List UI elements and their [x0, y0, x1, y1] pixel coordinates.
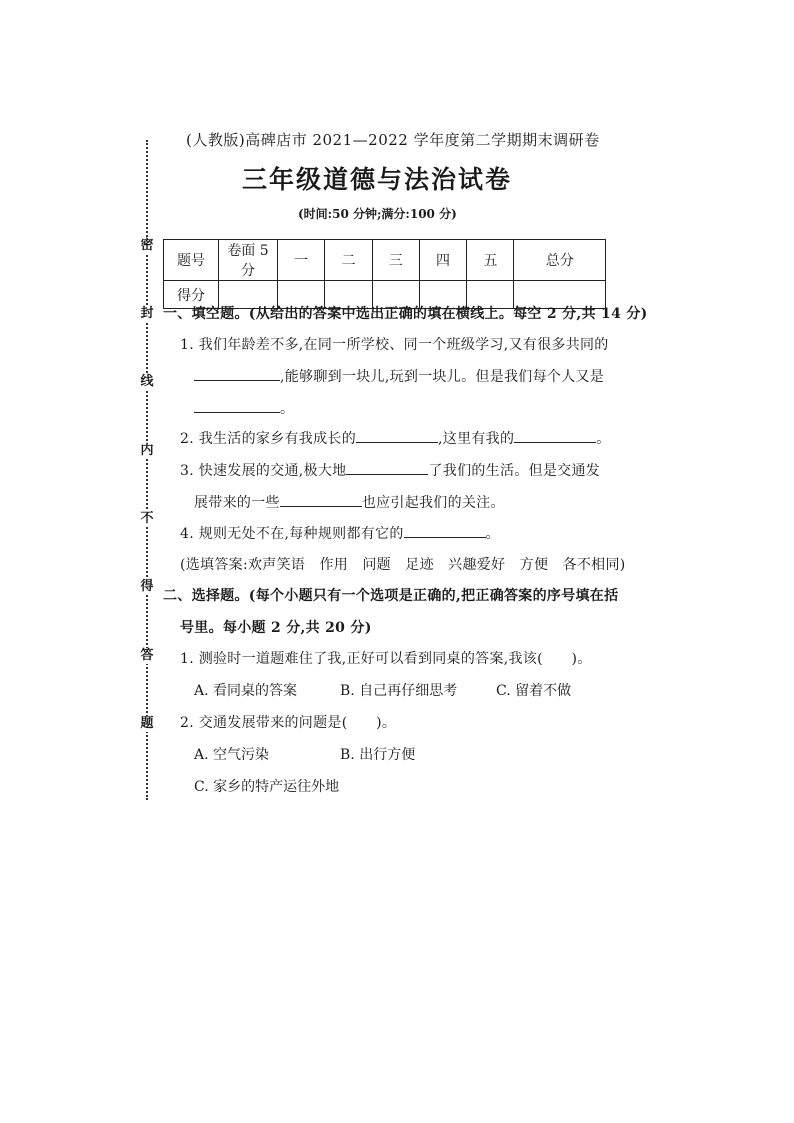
- q2-line: 2. 我生活的家乡有我成长的 ,这里有我的 。: [180, 428, 611, 448]
- section2-title-line1: 二、选择题。(每个小题只有一个选项是正确的,把正确答案的序号填在括: [163, 588, 619, 604]
- score-header-cell: 四: [419, 240, 466, 281]
- exam-title: 三年级道德与法治试卷: [242, 165, 513, 194]
- q4-line: 4. 规则无处不在,每种规则都有它的 。: [180, 523, 500, 543]
- score-header-cell: 二: [325, 240, 372, 281]
- q1-line3: 。: [194, 398, 294, 418]
- section2-title-line2: 号里。每小题 2 分,共 20 分): [180, 620, 372, 636]
- q3-line2: 展带来的一些 也应引起我们的关注。: [194, 492, 505, 512]
- choice-q1: 1. 测验时一道题难住了我,正好可以看到同桌的答案,我该( )。: [180, 651, 592, 667]
- answer-blank[interactable]: [194, 366, 280, 381]
- answer-blank[interactable]: [404, 523, 486, 538]
- exam-subtitle: (人教版)高碑店市 2021—2022 学年度第二学期期末调研卷: [186, 131, 600, 149]
- score-header-cell: 三: [372, 240, 419, 281]
- score-header-cell: 一: [278, 240, 325, 281]
- binding-char: 不: [138, 511, 156, 527]
- choice-q1-option-b[interactable]: B. 自己再仔细思考: [340, 683, 458, 699]
- choice-q2: 2. 交通发展带来的问题是( )。: [180, 715, 397, 731]
- answer-blank[interactable]: [346, 460, 428, 475]
- choice-q2-option-a[interactable]: A. 空气污染: [194, 747, 270, 763]
- choice-q2-option-b[interactable]: B. 出行方便: [340, 747, 416, 763]
- score-table-header-row: [164, 240, 606, 281]
- exam-meta: (时间:50 分钟;满分:100 分): [298, 207, 457, 221]
- score-row-label: 得分: [164, 281, 219, 309]
- score-header-cell: 卷面 5 分: [219, 240, 278, 281]
- choice-q2-option-c[interactable]: C. 家乡的特产运往外地: [194, 779, 340, 795]
- q3-line1: 3. 快速发展的交通,极大地 了我们的生活。但是交通发: [180, 460, 600, 480]
- answer-blank[interactable]: [194, 398, 280, 413]
- score-header-cell: 总分: [514, 240, 606, 281]
- choice-q1-option-a[interactable]: A. 看同桌的答案: [194, 683, 298, 699]
- binding-char: 题: [138, 716, 156, 732]
- choice-q1-option-c[interactable]: C. 留着不做: [496, 683, 572, 699]
- q1-line2: ,能够聊到一块儿,玩到一块儿。但是我们每个人又是: [194, 366, 604, 386]
- q1-line1: 1. 我们年龄差不多,在同一所学校、同一个班级学习,又有很多共同的: [180, 337, 609, 353]
- score-header-cell: 题号: [164, 240, 219, 281]
- binding-char: 密: [138, 238, 156, 254]
- answer-blank[interactable]: [356, 428, 438, 443]
- score-header-cell: 五: [467, 240, 514, 281]
- answer-bank: (选填答案:欢声笑语 作用 问题 足迹 兴趣爱好 方便 各不相同): [180, 557, 626, 573]
- binding-char: 得: [138, 579, 156, 595]
- binding-char: 内: [138, 443, 156, 459]
- binding-char: 封: [138, 306, 156, 322]
- answer-blank[interactable]: [514, 428, 596, 443]
- binding-char: 线: [138, 374, 156, 390]
- score-table: [163, 239, 606, 309]
- binding-char: 答: [138, 648, 156, 664]
- answer-blank[interactable]: [280, 492, 362, 507]
- section1-title: 一、填空题。(从给出的答案中选出正确的填在横线上。每空 2 分,共 14 分): [163, 306, 648, 322]
